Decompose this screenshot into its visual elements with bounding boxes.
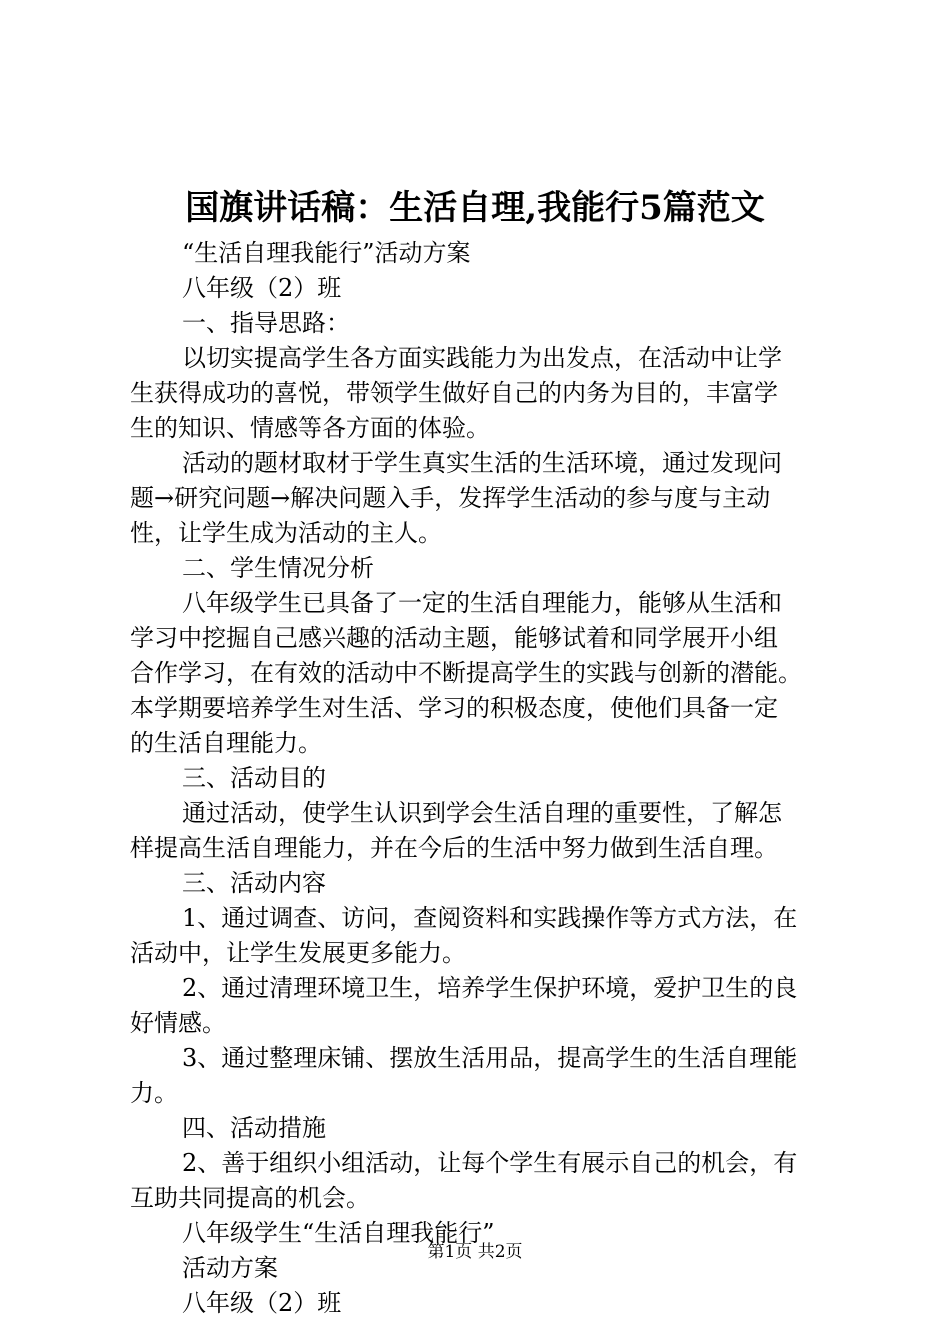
text-line: 性，让学生成为活动的主人。: [130, 519, 442, 547]
text-line: 1、通过调查、访问，查阅资料和实践操作等方式方法，在: [182, 904, 798, 932]
text-line: 题→研究问题→解决问题入手，发挥学生活动的参与度与主动: [130, 484, 771, 512]
text-line: 力。: [130, 1079, 178, 1107]
text-line: 的生活自理能力。: [130, 729, 322, 757]
text-line: 八年级学生已具备了一定的生活自理能力，能够从生活和: [182, 589, 782, 617]
text-line: 八年级（2）班: [182, 1289, 342, 1317]
text-line: 通过活动，使学生认识到学会生活自理的重要性，了解怎: [182, 799, 782, 827]
text-line: 生获得成功的喜悦，带领学生做好自己的内务为目的，丰富学: [130, 379, 778, 407]
text-line: 生的知识、情感等各方面的体验。: [130, 414, 490, 442]
text-line: 二、学生情况分析: [182, 554, 374, 582]
document-body: [130, 236, 830, 1321]
text-line: 2、善于组织小组活动，让每个学生有展示自己的机会，有: [182, 1149, 798, 1177]
text-line: 样提高生活自理能力，并在今后的生活中努力做到生活自理。: [130, 834, 778, 862]
text-line: 3、通过整理床铺、摆放生活用品，提高学生的生活自理能: [182, 1044, 798, 1072]
text-line: 互助共同提高的机会。: [130, 1184, 370, 1212]
text-line: 八年级（2）班: [182, 274, 342, 302]
text-line: 活动中，让学生发展更多能力。: [130, 939, 466, 967]
text-line: 八年级学生“生活自理我能行”: [182, 1219, 495, 1247]
text-line: 以切实提高学生各方面实践能力为出发点，在活动中让学: [182, 344, 782, 372]
text-line: 学习中挖掘自己感兴趣的活动主题，能够试着和同学展开小组: [130, 624, 778, 652]
text-line: “生活自理我能行”活动方案: [182, 239, 471, 267]
text-line: 好情感。: [130, 1009, 226, 1037]
text-line: 四、活动措施: [182, 1114, 326, 1142]
text-line: 三、活动目的: [182, 764, 326, 792]
page-number: 第1页 共2页: [427, 1242, 523, 1262]
text-line: 活动的题材取材于学生真实生活的生活环境，通过发现问: [182, 449, 782, 477]
text-line: 合作学习，在有效的活动中不断提高学生的实践与创新的潜能。: [130, 659, 802, 687]
text-line: 2、通过清理环境卫生，培养学生保护环境，爱护卫生的良: [182, 974, 798, 1002]
text-line: 三、活动内容: [182, 869, 326, 897]
text-line: 一、指导思路：: [182, 309, 350, 337]
page-title: 国旗讲话稿：生活自理,我能行5篇范文: [185, 188, 765, 228]
text-line: 活动方案: [182, 1254, 278, 1282]
text-line: 本学期要培养学生对生活、学习的积极态度，使他们具备一定: [130, 694, 778, 722]
